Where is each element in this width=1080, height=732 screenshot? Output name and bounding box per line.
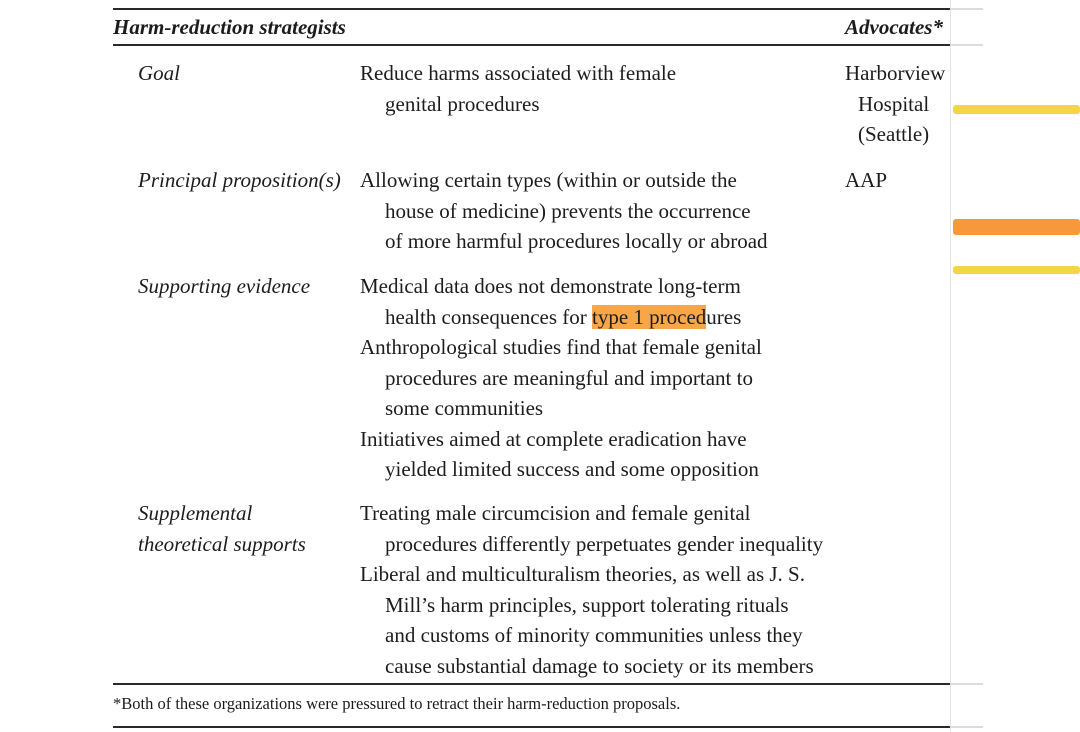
row-content-supplemental xyxy=(360,498,930,681)
highlight-marker-yellow[interactable] xyxy=(953,266,1080,274)
sidebar-rule xyxy=(951,683,983,685)
supplemental-paragraph-liberal: Liberal and multiculturalism theories, as well as J. S. Mill’s harm principles, support tolerating rituals and customs of minority communities unless they cause substantial damage to society or its members xyxy=(360,562,814,678)
proposition-paragraph: Allowing certain types (within or outside the house of medicine) prevents the occurrence of more harmful procedures locally or abroad xyxy=(360,168,768,253)
highlighted-text[interactable]: type 1 proced xyxy=(592,304,707,329)
supplemental-paragraph-gender: Treating male circumcision and female genital procedures differently perpetuates gender inequality xyxy=(360,501,824,556)
row-label-goal: Goal xyxy=(138,61,180,85)
row-label-supplemental: Supplemental theoretical supports xyxy=(138,501,306,556)
header-strategists: Harm-reduction strategists xyxy=(113,15,346,39)
sidebar-rule xyxy=(951,8,983,10)
row-label-proposition: Principal proposition(s) xyxy=(138,168,341,192)
advocate-aap: AAP xyxy=(845,168,888,192)
header-advocates: Advocates* xyxy=(845,15,943,39)
sidebar-rule xyxy=(951,44,983,46)
row-label-evidence: Supporting evidence xyxy=(138,274,311,298)
evidence-paragraph-anthropological: Anthropological studies find that female genital procedures are meaningful and important to some communities xyxy=(360,335,762,420)
highlight-marker-yellow[interactable] xyxy=(953,105,1080,114)
table-bottom-rule xyxy=(113,683,950,685)
page-bottom-rule xyxy=(113,726,950,728)
evidence-paragraph-initiatives: Initiatives aimed at complete eradication have yielded limited success and some opposition xyxy=(360,426,759,481)
footnote: *Both of these organizations were pressured to retract their harm-reduction proposals. xyxy=(113,694,681,713)
highlight-scrollbar[interactable] xyxy=(950,0,1080,732)
highlight-marker-orange[interactable] xyxy=(953,219,1080,235)
header-rule xyxy=(113,44,950,46)
row-content-evidence xyxy=(360,271,930,485)
advocate-harborview: Harborview Hospital (Seattle) xyxy=(845,61,946,146)
evidence-paragraph-medical: Medical data does not demonstrate long-term health consequences for type 1 procedures xyxy=(360,274,742,329)
sidebar-rule xyxy=(951,726,983,728)
goal-paragraph: Reduce harms associated with female genital procedures xyxy=(360,61,677,116)
table-top-rule xyxy=(113,8,950,10)
